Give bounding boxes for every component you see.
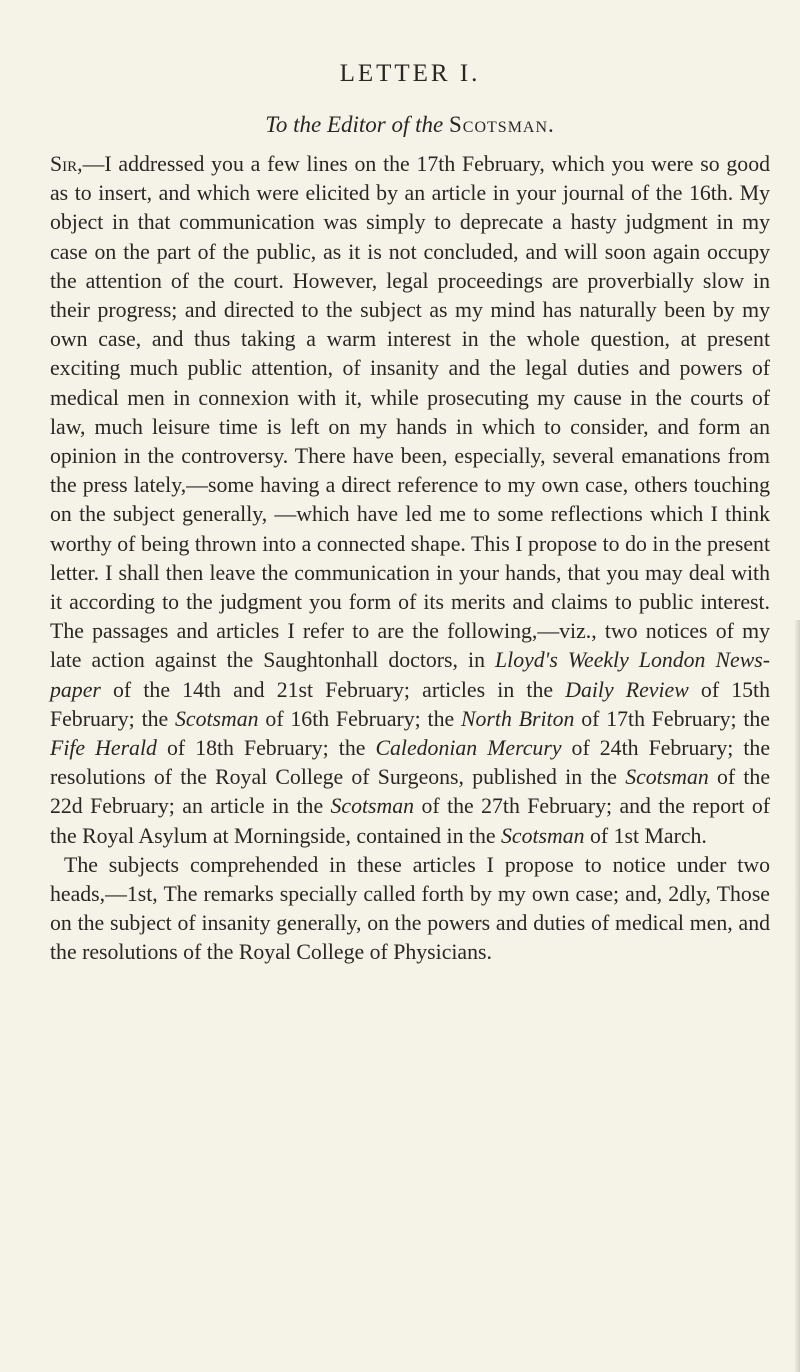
- text-run: of the 27th February; and the report of the Royal Asylum at Morningside, contained in the: [50, 794, 770, 848]
- paragraph-2: [50, 851, 770, 968]
- page-edge-shadow: [794, 620, 800, 1372]
- text-run: of the 14th and 21st February; articles in the: [100, 677, 566, 702]
- text-run: The subjects comprehended in these articles I propose to notice under two heads,—1st, The remarks specially called forth by my own case; and, 2dly, Those on the subject of insanity generally, on the powers and duties of medical men, and the resolutions of the Royal College of Physicians.: [50, 852, 770, 965]
- italic-title: Lloyd's Weekly London News-paper: [50, 648, 770, 702]
- italic-title: Daily Review: [565, 677, 689, 702]
- italic-title: North Briton: [461, 706, 575, 731]
- text-run: of 16th February; the: [258, 706, 461, 731]
- letter-body: [50, 150, 770, 968]
- paragraph-1: [50, 150, 770, 851]
- italic-title: Scotsman: [330, 794, 415, 819]
- text-run: of 18th February; the: [156, 736, 376, 761]
- address-prefix: To the Editor of the: [265, 112, 444, 137]
- text-run: of 15th February; the: [50, 677, 771, 731]
- address-paper: Scotsman.: [449, 112, 555, 137]
- text-run: of 17th February; the: [574, 706, 770, 731]
- text-run: of the 22d February; an article in the: [50, 765, 770, 819]
- text-run: of 24th February; the resolutions of the Royal College of Surgeons, published in the: [50, 736, 770, 790]
- letter-page: [50, 60, 770, 968]
- salutation: Sir,: [50, 152, 83, 176]
- letter-heading: LETTER I.: [339, 60, 481, 87]
- text-run: of 1st March.: [584, 823, 707, 848]
- letter-address: [50, 112, 770, 138]
- italic-title: Scotsman: [501, 823, 585, 848]
- text-run: —I addressed you a few lines on the 17th February, which you were so good as to insert, and which were elicited by an article in your journal of the 16th. My object in that communication was simply to deprecate a hasty judgment in my case on the part of the public, as it is not concluded, and will soon again occupy the attention of the court. However, legal proceedings are proverbially slow in their progress; and directed to the subject as my mind has naturally been by my own case, and thus taking a warm interest in the whole question, at present exciting much public attention, of insanity and the legal duties and powers of medical men in connexion with it, while prosecuting my cause in the courts of law, much leisure time is left on my hands in which to consider, and form an opinion in the controversy. There have been, especially, several emanations from the press lately,—some having a direct reference to my own case, others touching on the subject generally, —which have led me to some reflections which I think worthy of being thrown into a connected shape. This I propose to do in the present letter. I shall then leave the communication in your hands, that you may deal with it according to the judgment you form of its merits and claims to public interest. The passages and articles I refer to are the following,—viz., two notices of my late action against the Saughtonhall doctors, in: [50, 152, 770, 673]
- italic-title: Scotsman: [625, 765, 709, 790]
- italic-title: Caledonian Mercury: [375, 736, 562, 761]
- italic-title: Scotsman: [175, 706, 259, 731]
- italic-title: Fife Herald: [50, 736, 157, 761]
